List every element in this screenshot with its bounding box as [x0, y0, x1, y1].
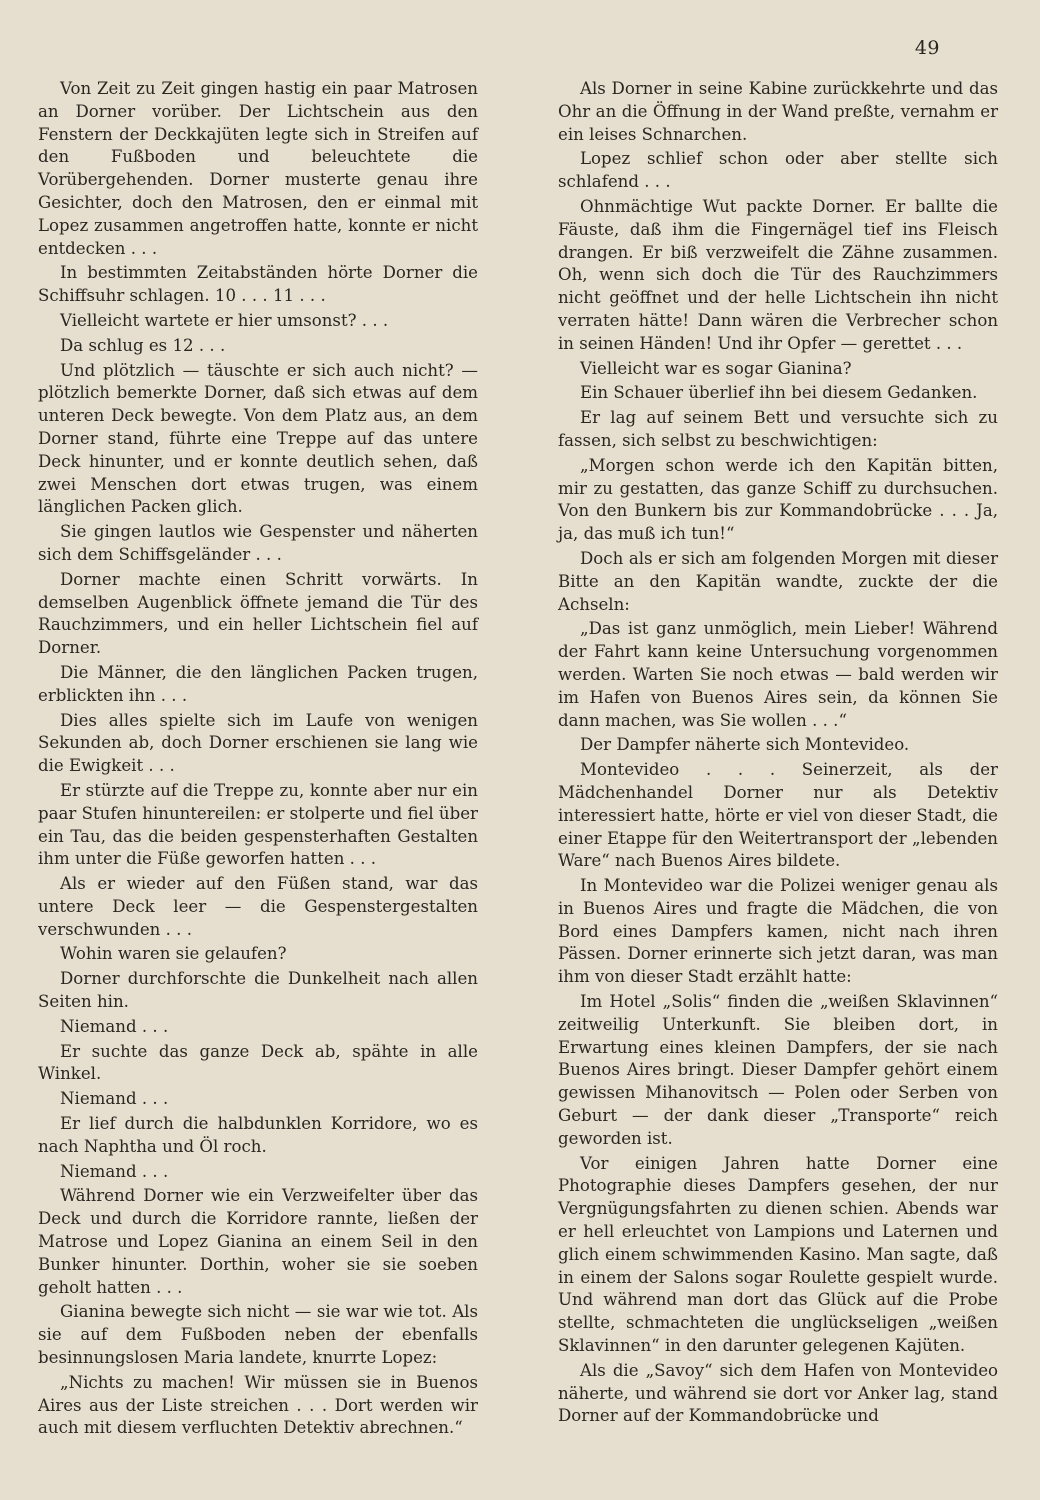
paragraph: Vielleicht wartete er hier umsonst? . . . [60, 310, 389, 330]
paragraph: Die Männer, die den länglichen Packen trugen, erblickten ihn . . . [38, 662, 478, 705]
paragraph: Sie gingen lautlos wie Gespenster und näherten sich dem Schiffsgeländer . . . [38, 522, 478, 564]
paragraph: Von Zeit zu Zeit gingen hastig ein paar Matrosen an Dorner vorüber. Der Lichtschein aus den Fenstern der Deckkajüten legte sich in Streifen auf den Fußboden und beleuchtete die Vorübergehenden. Dorner musterte genau ihre Gesichter, doch den Matrosen, den er einmal mit Lopez zusammen angetroffen hatte, konnte er nicht entdecken . . . [38, 79, 478, 258]
paragraph: Dies alles spielte sich im Laufe von wenigen Sekunden ab, doch Dorner erschienen sie lang wie die Ewigkeit . . . [38, 710, 478, 776]
paragraph: Vielleicht war es sogar Gianina? [580, 358, 852, 378]
right-column [558, 78, 998, 1430]
paragraph: Als Dorner in seine Kabine zurückkehrte und das Ohr an die Öffnung in der Wand preßte, vernahm er ein leises Schnarchen. [558, 79, 998, 144]
paragraph: Als die „Savoy“ sich dem Hafen von Montevideo näherte, und während sie dort vor Anker lag, stand Dorner auf der Kommandobrücke und [558, 1360, 998, 1426]
paragraph: Niemand . . . [60, 1161, 169, 1181]
paragraph: Und plötzlich — täuschte er sich auch nicht? — plötzlich bemerkte Dorner, daß sich etwas auf dem unteren Deck bewegte. Von dem Platz aus, an dem Dorner stand, führte eine Treppe auf das untere Deck hinunter, und er konnte deutlich sehen, daß zwei Menschen dort etwas trugen, was einem länglichen Packen glich. [38, 360, 478, 517]
paragraph: In bestimmten Zeitabständen hörte Dorner die Schiffsuhr schlagen. 10 . . . 11 . . . [38, 263, 478, 306]
paragraph: Gianina bewegte sich nicht — sie war wie tot. Als sie auf dem Fußboden neben der ebenfalls besinnungslosen Maria landete, knurrte Lopez: [38, 1302, 478, 1368]
paragraph: Montevideo . . . Seinerzeit, als der Mädchenhandel Dorner nur als Detektiv interessiert hatte, hörte er viel von dieser Stadt, die einer Etappe für den Weitertransport der „lebenden Ware“ nach Buenos Aires bildete. [558, 760, 998, 871]
paragraph: Wohin waren sie gelaufen? [60, 944, 287, 964]
paragraph: Niemand . . . [60, 1089, 169, 1109]
paragraph: Dorner machte einen Schritt vorwärts. In demselben Augenblick öffnete jemand die Tür des Rauchzimmers, und ein heller Lichtschein fiel auf Dorner. [38, 569, 478, 658]
left-column [38, 78, 478, 1442]
paragraph: Ohnmächtige Wut packte Dorner. Er ballte die Fäuste, daß ihm die Fingernägel tief ins Fleisch drangen. Er biß verzweifelt die Zähne zusammen. Oh, wenn sich doch die Tür des Rauchzimmers nicht geöffnet und der helle Lichtschein ihn nicht verraten hätte! Dann wären die Verbrecher schon in seinen Händen! Und ihr Opfer — gerettet . . . [558, 196, 998, 353]
paragraph: Als er wieder auf den Füßen stand, war das untere Deck leer — die Gespenstergestalten verschwunden . . . [38, 874, 478, 939]
paragraph: Im Hotel „Solis“ finden die „weißen Sklavinnen“ zeitweilig Unterkunft. Sie bleiben dort, in Erwartung eines kleinen Dampfers, der sie nach Buenos Aires bringt. Dieser Dampfer gehört einem gewissen Mihanovitsch — Polen oder Serben von Geburt — der dank dieser „Transporte“ reich geworden ist. [558, 992, 998, 1148]
paragraph: „Morgen schon werde ich den Kapitän bitten, mir zu gestatten, das ganze Schiff zu durchsuchen. Von den Bunkern bis zur Kommandobrücke . . . Ja, ja, das muß ich tun!“ [558, 455, 998, 544]
paragraph: Doch als er sich am folgenden Morgen mit dieser Bitte an den Kapitän wandte, zuckte der die Achseln: [558, 548, 998, 614]
paragraph: Vor einigen Jahren hatte Dorner eine Photographie dieses Dampfers gesehen, der nur Vergnügungsfahrten zu dienen schien. Abends war er hell erleuchtet von Lampions und Laternen und glich einem schwimmenden Kasino. Man sagte, daß in einem der Salons sogar Roulette gespielt wurde. Und während man dort das Glück auf die Probe stellte, schmachteten die unglückseligen „weißen Sklavinnen“ in den darunter gelegenen Kajüten. [558, 1153, 998, 1356]
paragraph: Dorner durchforschte die Dunkelheit nach allen Seiten hin. [38, 969, 478, 1012]
page-number: 49 [914, 37, 940, 59]
paragraph: Er suchte das ganze Deck ab, spähte in alle Winkel. [38, 1041, 478, 1084]
paragraph: Er lief durch die halbdunklen Korridore, wo es nach Naphtha und Öl roch. [38, 1114, 478, 1156]
paragraph: Da schlug es 12 . . . [60, 335, 226, 355]
paragraph: „Das ist ganz unmöglich, mein Lieber! Während der Fahrt kann keine Untersuchung vorgenommen werden. Warten Sie noch etwas — bald werden wir im Hafen von Buenos Aires sein, da können Sie dann machen, was Sie wollen . . .“ [558, 619, 998, 730]
paragraph: Er lag auf seinem Bett und versuchte sich zu fassen, sich selbst zu beschwichtigen: [558, 408, 998, 450]
paragraph: Während Dorner wie ein Verzweifelter über das Deck und durch die Korridore rannte, ließen der Matrose und Lopez Gianina an einem Seil in den Bunker hinunter. Dorthin, woher sie sie soeben geholt hatten . . . [38, 1186, 478, 1297]
paragraph: Lopez schlief schon oder aber stellte sich schlafend . . . [558, 149, 998, 192]
paragraph: In Montevideo war die Polizei weniger genau als in Buenos Aires und fragte die Mädchen, die von Bord eines Dampfers kamen, nicht nach ihren Pässen. Dorner erinnerte sich jetzt daran, was man ihm von dieser Stadt erzählt hatte: [558, 876, 998, 987]
paragraph: Er stürzte auf die Treppe zu, konnte aber nur ein paar Stufen hinuntereilen: er stolperte und fiel über ein Tau, das die beiden gespensterhaften Gestalten ihm unter die Füße geworfen hatten . . . [38, 780, 478, 869]
paragraph: Der Dampfer näherte sich Montevideo. [580, 735, 910, 755]
paragraph: „Nichts zu machen! Wir müssen sie in Buenos Aires aus der Liste streichen . . . Dort werden wir auch mit diesem verfluchten Detektiv abrechnen.“ [38, 1372, 478, 1438]
paragraph: Niemand . . . [60, 1016, 169, 1036]
paragraph: Ein Schauer überlief ihn bei diesem Gedanken. [580, 383, 978, 403]
